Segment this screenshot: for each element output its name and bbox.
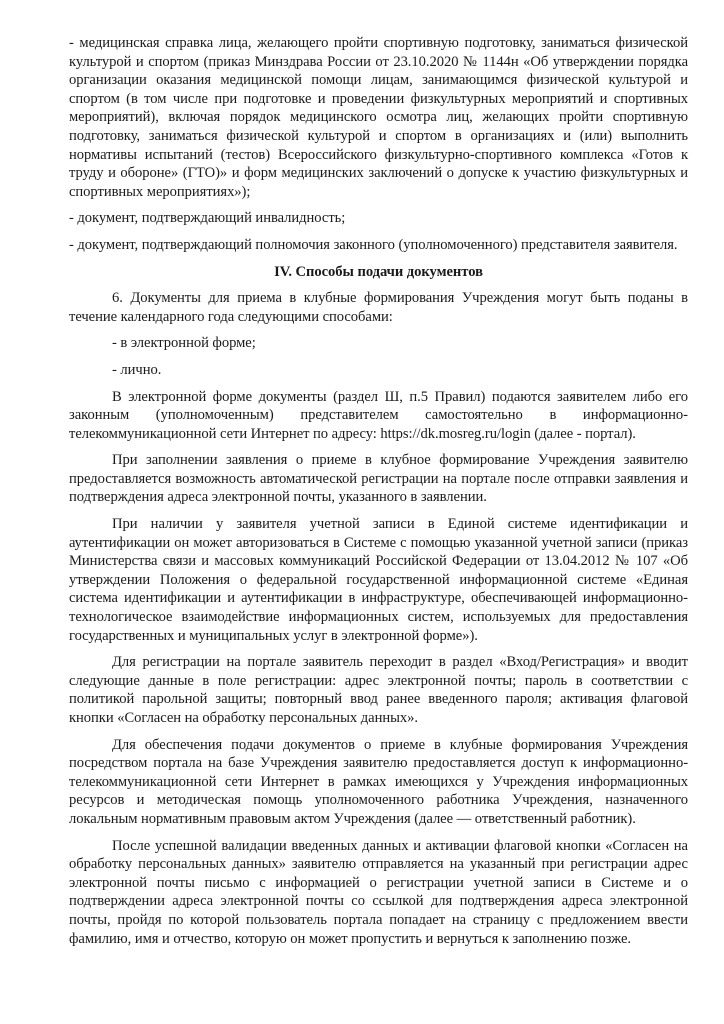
paragraph-submission-methods: 6. Документы для приема в клубные формирования Учреждения могут быть поданы в течение календарного года следующими способами: [69, 290, 688, 325]
paragraph-registration-fields: Для регистрации на портале заявитель переходит в раздел «Вход/Регистрация» и вводит следующие данные в поле регистрации: адрес электронной почты; пароль в соответствии с политикой парольной защиты; повторный ввод ранее введенного пароля; активация флаговой кнопки «Согласен на обработку персональных данных». [69, 654, 688, 726]
paragraph-institution-access: Для обеспечения подачи документов о приеме в клубные формирования Учреждения посредством портала на базе Учреждения заявителю предоставляется доступ к информационно-телекоммуникационной сети Интернет в рамках имеющихся у Учреждения информационных ресурсов и методическая помощь уполномоченного работника Учреждения, назначенного локальным нормативным правовым актом Учреждения (далее — ответственный работник). [69, 736, 688, 827]
list-item-representative-document: - документ, подтверждающий полномочия законного (уполномоченного) представителя заявителя. [69, 236, 678, 253]
document-page [69, 34, 688, 948]
list-item-electronic-form: - в электронной форме; [112, 335, 256, 352]
paragraph-auto-registration: При заполнении заявления о приеме в клубное формирование Учреждения заявителю предоставляется возможность автоматической регистрации на портале после отправки заявления и подтверждения адреса электронной почты, указанного в заявлении. [69, 452, 688, 506]
paragraph-electronic-submission: В электронной форме документы (раздел Ш, п.5 Правил) подаются заявителем либо его законным (уполномоченным) представителем самостоятельно в информационно-телекоммуникационной сети Интернет по адресу: https://dk.mosreg.ru/login (далее - портал). [69, 388, 688, 442]
section-heading: IV. Способы подачи документов [274, 263, 483, 280]
list-item-disability-document: - документ, подтверждающий инвалидность; [69, 210, 346, 227]
list-item-in-person: - лично. [112, 361, 162, 378]
paragraph-esia-authorization: При наличии у заявителя учетной записи в Единой системе идентификации и аутентификации он может авторизоваться в Системе с помощью указанной учетной записи (приказ Министерства связи и массовых коммуникаций Российской Федерации от 13.04.2012 № 107 «Об утверждении Положения о федеральной государственной информационной системе «Единая система идентификации и аутентификации в инфраструктуре, обеспечивающей информационно-технологическое взаимодействие информационных систем, используемых для предоставления государственных и муниципальных услуг в электронной форме»). [69, 516, 688, 644]
paragraph-validation-email: После успешной валидации введенных данных и активации флаговой кнопки «Согласен на обработку персональных данных» заявителю отправляется на указанный при регистрации адрес электронной почты письмо с информацией о регистрации учетной записи в Системе и о подтверждении адреса электронной почты со ссылкой для подтверждения адреса электронной почты, пройдя по которой пользователь портала попадает на страницу с предложением ввести фамилию, имя и отчество, которую он может пропустить и вернуться к заполнению позже. [69, 837, 688, 947]
list-item-medical-certificate: - медицинская справка лица, желающего пройти спортивную подготовку, заниматься физической культурой и спортом (приказ Минздрава России от 23.10.2020 № 1144н «Об утверждении порядка организации оказания медицинской помощи лицам, занимающимся физической культурой и спортом (в том числе при подготовке и проведении физкультурных мероприятий и спортивных мероприятий), включая порядок медицинского осмотра лиц, желающих пройти спортивную подготовку, заниматься физической культурой и спортом в организациях и (или) выполнить нормативы испытаний (тестов) Всероссийского физкультурно-спортивного комплекса «Готов к труду и обороне» (ГТО)» и форм медицинских заключений о допуске к участию физкультурных и спортивных мероприятиях»); [69, 35, 688, 200]
